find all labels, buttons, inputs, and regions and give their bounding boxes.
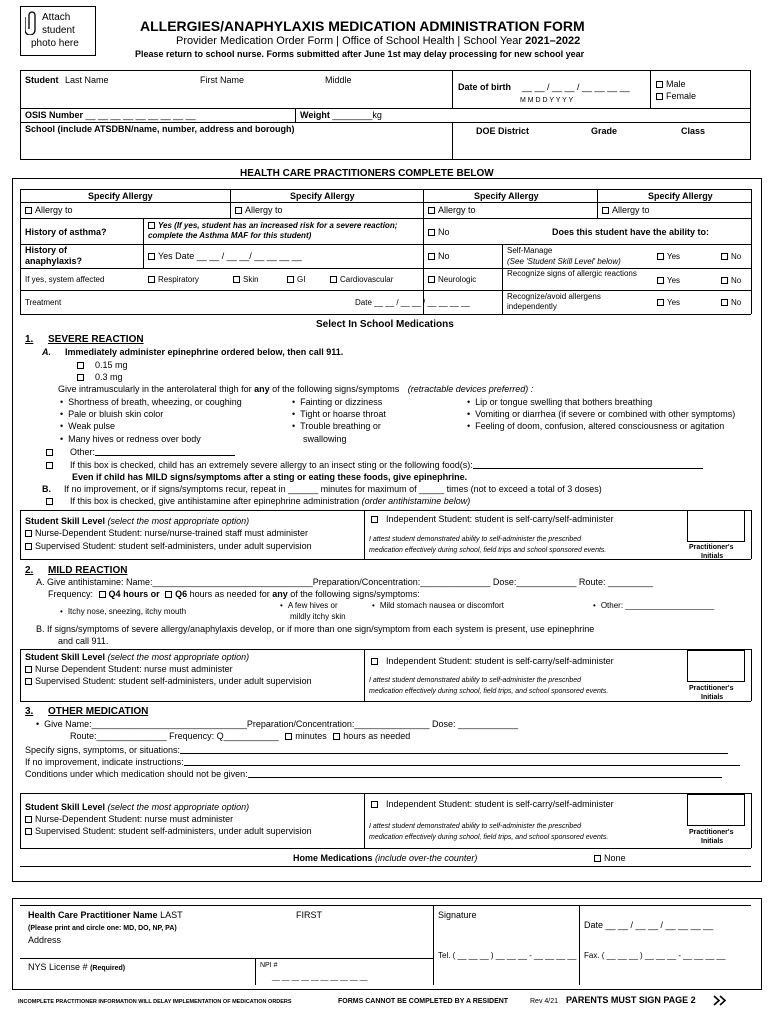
severe-title: SEVERE REACTION (48, 334, 144, 345)
male-label: Male (666, 79, 686, 89)
self-manage-yes[interactable] (657, 251, 680, 262)
mild-frequency (48, 589, 420, 600)
dob-label: Date of birth (458, 82, 511, 92)
self-manage-sub: (See 'Student Skill Level' below) (507, 257, 621, 266)
skill-2-nurse-label: Nurse Dependent Student: nurse must administer (35, 664, 233, 674)
mild-epi-note: Even if child has MILD signs/symptoms after a sting or eating these foods, give epinephrine. (72, 472, 468, 482)
other-title: OTHER MEDICATION (48, 706, 149, 717)
male-option[interactable] (656, 79, 686, 90)
severe-b-label: B. (42, 484, 51, 494)
weight-field (300, 110, 382, 121)
footer-resident: FORMS CANNOT BE COMPLETED BY A RESIDENT (338, 998, 509, 1005)
footer-incomplete: INCOMPLETE PRACTITIONER INFORMATION WILL DELAY IMPLEMENTATION OF MEDICATION ORDERS (18, 999, 292, 1005)
asthma-no-checkbox[interactable] (428, 229, 435, 236)
mild-title: MILD REACTION (48, 565, 128, 576)
hours-or: hours or (123, 589, 160, 599)
form-subtitle (176, 35, 580, 48)
ability-heading: Does this student have the ability to: (552, 227, 710, 237)
q4-label: Q4 (108, 589, 121, 599)
school-label: School (include ATSDBN/name, number, address and borough) (25, 124, 295, 134)
hcp-npi: NPI # (260, 962, 278, 969)
recognize-no[interactable] (721, 275, 741, 286)
skill-2-nurse[interactable] (25, 664, 233, 675)
anaphylaxis-question-2: anaphylaxis? (25, 256, 83, 266)
severe-num: 1. (25, 334, 34, 345)
symptom-c2-0: • Fainting or dizziness (292, 397, 382, 408)
respiratory-option[interactable] (148, 274, 199, 285)
other-no-improve (25, 757, 740, 768)
photo-line-3: photo here (31, 38, 79, 49)
other-give[interactable]: • Give Name:_______________________________Preparation/Concentration:_______________ Dose: ____________ (36, 719, 518, 730)
home-none-label: None (604, 853, 626, 863)
subtitle-text: Provider Medication Order Form | Office of School Health | School Year (176, 35, 523, 47)
select-meds-heading: Select In School Medications (316, 319, 454, 330)
antihistamine-checkbox[interactable] (46, 498, 53, 505)
q4-checkbox[interactable] (99, 591, 106, 598)
asthma-yes-label: Yes (If yes, student has an increased risk for a severe reaction; complete the Asthma MAF for this student) (148, 221, 398, 240)
minutes-label: minutes (295, 731, 327, 741)
recognize-yes-label: Yes (667, 276, 681, 285)
severe-b-text: If no improvement, or if signs/symptoms recur, repeat in ______ minutes for maximum of _____ times (not to exceed a total of 3 doses) (64, 484, 602, 494)
recognize-label: Recognize signs of allergic reactions (507, 269, 637, 278)
mild-symptom-4[interactable]: • Other: ____________________ (593, 600, 714, 611)
severe-other-line[interactable] (95, 455, 235, 456)
asthma-no-option[interactable] (428, 227, 450, 238)
footer-rev: Rev 4/21 (530, 998, 559, 1005)
skill-1-supervised[interactable] (25, 541, 312, 552)
give-any: any (254, 384, 270, 394)
other-route (70, 731, 410, 742)
mild-b-text-1: B. If signs/symptoms of severe allergy/anaphylaxis develop, or if more than one sign/symptom from each system is present, use epinephrine (36, 624, 595, 634)
hcp-last: LAST (160, 910, 183, 920)
anaphylaxis-yes-checkbox[interactable] (148, 253, 155, 260)
gi-checkbox[interactable] (287, 276, 294, 283)
skill-1-title-i: (select the most appropriate option) (107, 516, 250, 526)
severe-a-label: A. (42, 347, 51, 357)
asthma-yes-option[interactable] (148, 221, 420, 241)
student-label: Student (25, 75, 59, 85)
skill-3-title-i: (select the most appropriate option) (107, 802, 250, 812)
hcp-name-text: Health Care Practitioner Name (28, 910, 158, 920)
hcp-license-required: (Required) (90, 965, 126, 972)
home-none[interactable] (594, 853, 626, 864)
skill-3-supervised[interactable] (25, 826, 312, 837)
skill-1-supervised-checkbox[interactable] (25, 543, 32, 550)
symptom-c1-2: • Weak pulse (60, 421, 115, 432)
q6-checkbox[interactable] (165, 591, 172, 598)
freq-any: any (272, 589, 288, 599)
hcp-signature[interactable]: Signature (438, 910, 477, 920)
mild-b-text-2: and call 911. (58, 636, 109, 646)
treatment-label: Treatment (25, 298, 62, 307)
neuro-checkbox[interactable] (428, 276, 435, 283)
form-title: ALLERGIES/ANAPHYLAXIS MEDICATION ADMINISTRATION FORM (140, 18, 585, 34)
allergy-to-2[interactable] (235, 205, 283, 216)
skill-1-supervised-label: Supervised Student: student self-administers, under adult supervision (35, 541, 312, 551)
student-name-label (25, 75, 109, 86)
skill-3-supervised-label: Supervised Student: student self-administers, under adult supervision (35, 826, 312, 836)
self-manage-yes-checkbox[interactable] (657, 253, 664, 260)
last-name-label: Last Name (65, 75, 109, 85)
avoid-yes-checkbox[interactable] (657, 299, 664, 306)
symptom-c3-2: • Feeling of doom, confusion, altered consciousness or agitation (467, 421, 724, 432)
asthma-no-label: No (438, 227, 450, 237)
skill-3-independent-label: Independent Student: student is self-carry/self-administer (386, 799, 614, 809)
antihistamine-label-i: (order antihistamine below) (361, 496, 471, 506)
avoid-no-checkbox[interactable] (721, 299, 728, 306)
allergy-to-4[interactable] (602, 205, 650, 216)
give-post: of the following signs/symptoms (272, 384, 400, 394)
hcp-license (28, 962, 125, 974)
skill-3-attest-a: I attest student demonstrated ability to self-administer the prescribed (369, 823, 582, 830)
weight-unit: kg (372, 110, 382, 120)
hcp-date[interactable]: Date __ __ / __ __ / __ __ __ __ (584, 920, 714, 930)
home-none-checkbox[interactable] (594, 855, 601, 862)
home-meds-label: Home Medications (293, 853, 373, 863)
respiratory-checkbox[interactable] (148, 276, 155, 283)
give-pre: Give intramuscularly in the anterolateral thigh for (58, 384, 252, 394)
freq-post-b: of the following signs/symptoms: (290, 589, 420, 599)
skin-label: Skin (243, 275, 259, 284)
mild-symptom-2a: • A few hives or (280, 600, 338, 611)
recognize-yes-checkbox[interactable] (657, 277, 664, 284)
footer-sign: PARENTS MUST SIGN PAGE 2 (566, 995, 696, 1005)
mild-a-text[interactable]: A. Give antihistamine: Name:________________________________Preparation/Concentration:______________ Dose:____________ Route: _________ (36, 577, 654, 587)
skill-2-title (25, 652, 249, 663)
skill-1-pract: Practitioner's (689, 544, 734, 551)
cardio-label: Cardiovascular (340, 275, 394, 284)
dose-03-checkbox[interactable] (77, 374, 84, 381)
skill-2-title-i: (select the most appropriate option) (107, 652, 250, 662)
allergy-4-checkbox[interactable] (602, 207, 609, 214)
self-manage-no-checkbox[interactable] (721, 253, 728, 260)
severe-other-label: Other: (70, 447, 96, 457)
hcp-npi-blank[interactable]: __ __ __ __ __ __ __ __ __ __ (272, 974, 368, 981)
skill-1-initials-box[interactable] (687, 510, 745, 542)
skill-2-attest-b: medication effectively during school, field trips, and school sponsored events. (369, 688, 609, 695)
antihistamine-option[interactable] (46, 496, 470, 507)
skill-3-supervised-checkbox[interactable] (25, 828, 32, 835)
skill-1-nurse-checkbox[interactable] (25, 530, 32, 537)
freq-post-a: hours as needed for (189, 589, 270, 599)
allergy-to-2-label: Allergy to (245, 205, 283, 215)
skill-3-independent[interactable] (371, 799, 614, 810)
hcp-tel[interactable]: Tel. ( __ __ __ ) __ __ __ - __ __ __ __ (438, 951, 577, 960)
other-conditions-line[interactable] (248, 777, 722, 778)
allergy-to-3[interactable] (428, 205, 476, 216)
hcp-fax[interactable]: Fax. ( __ __ __ ) __ __ __ - __ __ __ __ (584, 951, 726, 960)
return-notice: Please return to school nurse. Forms submitted after June 1st may delay processing for new school year (135, 49, 585, 59)
skill-1-title-text: Student Skill Level (25, 516, 106, 526)
cardio-checkbox[interactable] (330, 276, 337, 283)
sting-label: If this box is checked, child has an extremely severe allergy to an insect sting or the following food(s): (70, 460, 473, 470)
severe-other[interactable] (46, 447, 235, 458)
recognize-no-label: No (731, 276, 742, 285)
sting-line[interactable] (473, 468, 703, 469)
gi-option[interactable] (287, 274, 305, 285)
other-no-improve-line[interactable] (184, 765, 740, 766)
avoid-label: Recognize/avoid allergens independently (507, 292, 601, 311)
skill-3-independent-checkbox[interactable] (371, 801, 378, 808)
skill-3-title-text: Student Skill Level (25, 802, 106, 812)
respiratory-label: Respiratory (158, 275, 199, 284)
recognize-yes[interactable] (657, 275, 680, 286)
specify-allergy-4: Specify Allergy (648, 191, 713, 201)
middle-name-label: Middle (325, 75, 352, 85)
skill-3-title (25, 802, 249, 813)
symptom-c1-3: • Many hives or redness over body (60, 434, 201, 445)
male-checkbox[interactable] (656, 81, 663, 88)
dob-blank[interactable]: __ __ / __ __ / __ __ __ __ (522, 82, 630, 92)
hcp-address: Address (28, 935, 62, 945)
give-retract: (retractable devices preferred) : (407, 384, 534, 394)
other-specify (25, 745, 728, 756)
home-meds (293, 853, 477, 864)
mild-symptom-3: • Mild stomach nausea or discomfort (372, 600, 504, 611)
anaphylaxis-yes-label: Yes Date __ __ / __ __/ __ __ __ __ (158, 251, 302, 261)
anaphylaxis-no-option[interactable] (428, 251, 450, 262)
class-label: Class (681, 126, 706, 136)
mild-num: 2. (25, 565, 34, 576)
mild-symptom-1: • Itchy nose, sneezing, itchy mouth (60, 606, 186, 617)
dose-015-checkbox[interactable] (77, 362, 84, 369)
allergy-to-1-label: Allergy to (35, 205, 73, 215)
osis-text: OSIS Number (25, 110, 84, 120)
skill-1-independent-label: Independent Student: student is self-carry/self-administer (386, 514, 614, 524)
other-conditions-label: Conditions under which medication should not be given: (25, 769, 248, 779)
symptom-c3-1: • Vomiting or diarrhea (if severe or combined with other symptoms) (467, 409, 735, 420)
severe-a-text: Immediately administer epinephrine ordered below, then call 911. (65, 347, 344, 357)
skill-3-nurse[interactable] (25, 814, 233, 825)
photo-line-2: student (42, 25, 75, 36)
skill-2-supervised-checkbox[interactable] (25, 678, 32, 685)
specify-allergy-1: Specify Allergy (88, 191, 153, 201)
anaphylaxis-question-1: History of (25, 245, 68, 255)
other-specify-line[interactable] (180, 753, 728, 754)
skill-1-nurse[interactable] (25, 528, 308, 539)
other-num: 3. (25, 706, 34, 717)
osis-label (25, 110, 196, 121)
symptom-c1-0: • Shortness of breath, wheezing, or coughing (60, 397, 242, 408)
avoid-no[interactable] (721, 297, 741, 308)
recognize-no-checkbox[interactable] (721, 277, 728, 284)
home-meds-label-i: (include over-the counter) (375, 853, 478, 863)
skill-3-nurse-label: Nurse-Dependent Student: nurse must administer (35, 814, 234, 824)
grade-label: Grade (591, 126, 618, 136)
hcp-print: (Please print and circle one: MD, DO, NP, PA) (28, 925, 177, 932)
anaphylaxis-yes-option[interactable] (148, 251, 302, 262)
skill-3-pract: Practitioner's (689, 829, 734, 836)
skill-1-attest-b: medication effectively during school, field trips and school sponsored events. (369, 547, 607, 554)
skill-2-supervised[interactable] (25, 676, 312, 687)
allergy-to-4-label: Allergy to (612, 205, 650, 215)
district-label: DOE District (476, 126, 530, 136)
hcp-license-label: NYS License # (28, 962, 88, 972)
dose-015-option[interactable] (77, 360, 128, 371)
dose-015-label: 0.15 mg (95, 360, 128, 370)
hcp-first: FIRST (296, 910, 322, 920)
dob-format: M M D D Y Y Y Y (520, 97, 574, 104)
symptom-c2-3: swallowing (303, 434, 347, 444)
specify-allergy-3: Specify Allergy (474, 191, 539, 201)
self-manage-yes-label: Yes (667, 252, 681, 261)
self-manage-no-label: No (731, 252, 742, 261)
hcp-heading: HEALTH CARE PRACTITIONERS COMPLETE BELOW (240, 168, 494, 179)
skill-3-initials: Initials (701, 838, 724, 845)
other-specify-label: Specify signs, symptoms, or situations: (25, 745, 181, 755)
skill-2-initials-box[interactable] (687, 650, 745, 682)
skill-3-attest-b: medication effectively during school, field trips, and school sponsored events. (369, 834, 609, 841)
symptom-c1-1: • Pale or bluish skin color (60, 409, 163, 420)
skill-2-independent-checkbox[interactable] (371, 658, 378, 665)
skill-2-independent[interactable] (371, 656, 614, 667)
symptom-c2-2: • Trouble breathing or (292, 421, 381, 432)
other-conditions (25, 769, 722, 780)
other-no-improve-label: If no improvement, indicate instructions: (25, 757, 184, 767)
allergy-1-checkbox[interactable] (25, 207, 32, 214)
skill-3-initials-box[interactable] (687, 794, 745, 826)
hcp-name-label (28, 910, 183, 921)
female-option[interactable] (656, 91, 696, 102)
avoid-yes-label: Yes (667, 298, 681, 307)
neuro-label: Neurologic (438, 275, 477, 284)
skill-1-initials: Initials (701, 553, 724, 560)
skill-2-independent-label: Independent Student: student is self-carry/self-administer (386, 656, 614, 666)
mild-symptom-2b: mildly itchy skin (290, 612, 346, 621)
first-name-label: First Name (200, 75, 245, 85)
severe-other-checkbox[interactable] (46, 449, 53, 456)
cardio-option[interactable] (330, 274, 393, 285)
q6-label: Q6 (175, 589, 188, 599)
asthma-question: History of asthma? (25, 227, 107, 237)
avoid-no-label: No (731, 298, 742, 307)
treatment-date[interactable]: Date __ __ / __ __ / __ __ __ __ (355, 298, 470, 307)
give-im-text (58, 384, 533, 395)
hours-checkbox[interactable] (333, 733, 340, 740)
photo-line-1: Attach (42, 12, 71, 23)
weight-blank[interactable]: ________ (332, 110, 373, 120)
skill-2-initials: Initials (701, 694, 724, 701)
skin-checkbox[interactable] (233, 276, 240, 283)
skill-1-title (25, 516, 249, 527)
skill-1-independent[interactable] (371, 514, 614, 525)
self-manage-label: Self-Manage (507, 246, 553, 255)
allergy-3-checkbox[interactable] (428, 207, 435, 214)
dose-03-option[interactable] (77, 372, 123, 383)
paperclip-icon (25, 9, 39, 37)
anaphylaxis-no-label: No (438, 251, 450, 261)
sting-option[interactable] (46, 460, 703, 471)
skill-1-independent-checkbox[interactable] (371, 516, 378, 523)
minutes-checkbox[interactable] (285, 733, 292, 740)
anaphylaxis-no-checkbox[interactable] (428, 253, 435, 260)
symptom-c2-1: • Tight or hoarse throat (292, 409, 386, 420)
skill-2-title-text: Student Skill Level (25, 652, 106, 662)
gi-label: GI (297, 275, 306, 284)
skill-2-nurse-checkbox[interactable] (25, 666, 32, 673)
skin-option[interactable] (233, 274, 259, 285)
allergy-2-checkbox[interactable] (235, 207, 242, 214)
skill-2-pract: Practitioner's (689, 685, 734, 692)
self-manage-no[interactable] (721, 251, 741, 262)
sting-checkbox[interactable] (46, 462, 53, 469)
skill-1-nurse-label: Nurse-Dependent Student: nurse/nurse-trained staff must administer (35, 528, 308, 538)
female-label: Female (666, 91, 697, 101)
freq-pre: Frequency: (48, 589, 94, 599)
neuro-option[interactable] (428, 274, 476, 285)
weight-label: Weight (300, 110, 330, 120)
skill-1-attest-a: I attest student demonstrated ability to self-administer the prescribed (369, 536, 582, 543)
dose-03-label: 0.3 mg (95, 372, 123, 382)
system-affected-label: If yes, system affected (25, 275, 105, 284)
double-arrow-icon (713, 995, 727, 1008)
skill-3-nurse-checkbox[interactable] (25, 816, 32, 823)
osis-blank[interactable]: __ __ __ __ __ __ __ __ __ (85, 110, 196, 120)
allergy-to-1[interactable] (25, 205, 73, 216)
skill-2-attest-a: I attest student demonstrated ability to self-administer the prescribed (369, 677, 582, 684)
avoid-yes[interactable] (657, 297, 680, 308)
asthma-yes-checkbox[interactable] (148, 222, 155, 229)
symptom-c3-0: • Lip or tongue swelling that bothers breathing (467, 397, 652, 408)
skill-2-supervised-label: Supervised Student: student self-administers, under adult supervision (35, 676, 312, 686)
hours-label: hours as needed (343, 731, 411, 741)
school-year: 2021–2022 (525, 35, 581, 47)
antihistamine-label: If this box is checked, give antihistamine after epinephrine administration (70, 496, 360, 506)
specify-allergy-2: Specify Allergy (290, 191, 355, 201)
allergy-to-3-label: Allergy to (438, 205, 476, 215)
other-route-text[interactable]: Route:______________ Frequency: Q___________ (70, 731, 279, 741)
female-checkbox[interactable] (656, 93, 663, 100)
